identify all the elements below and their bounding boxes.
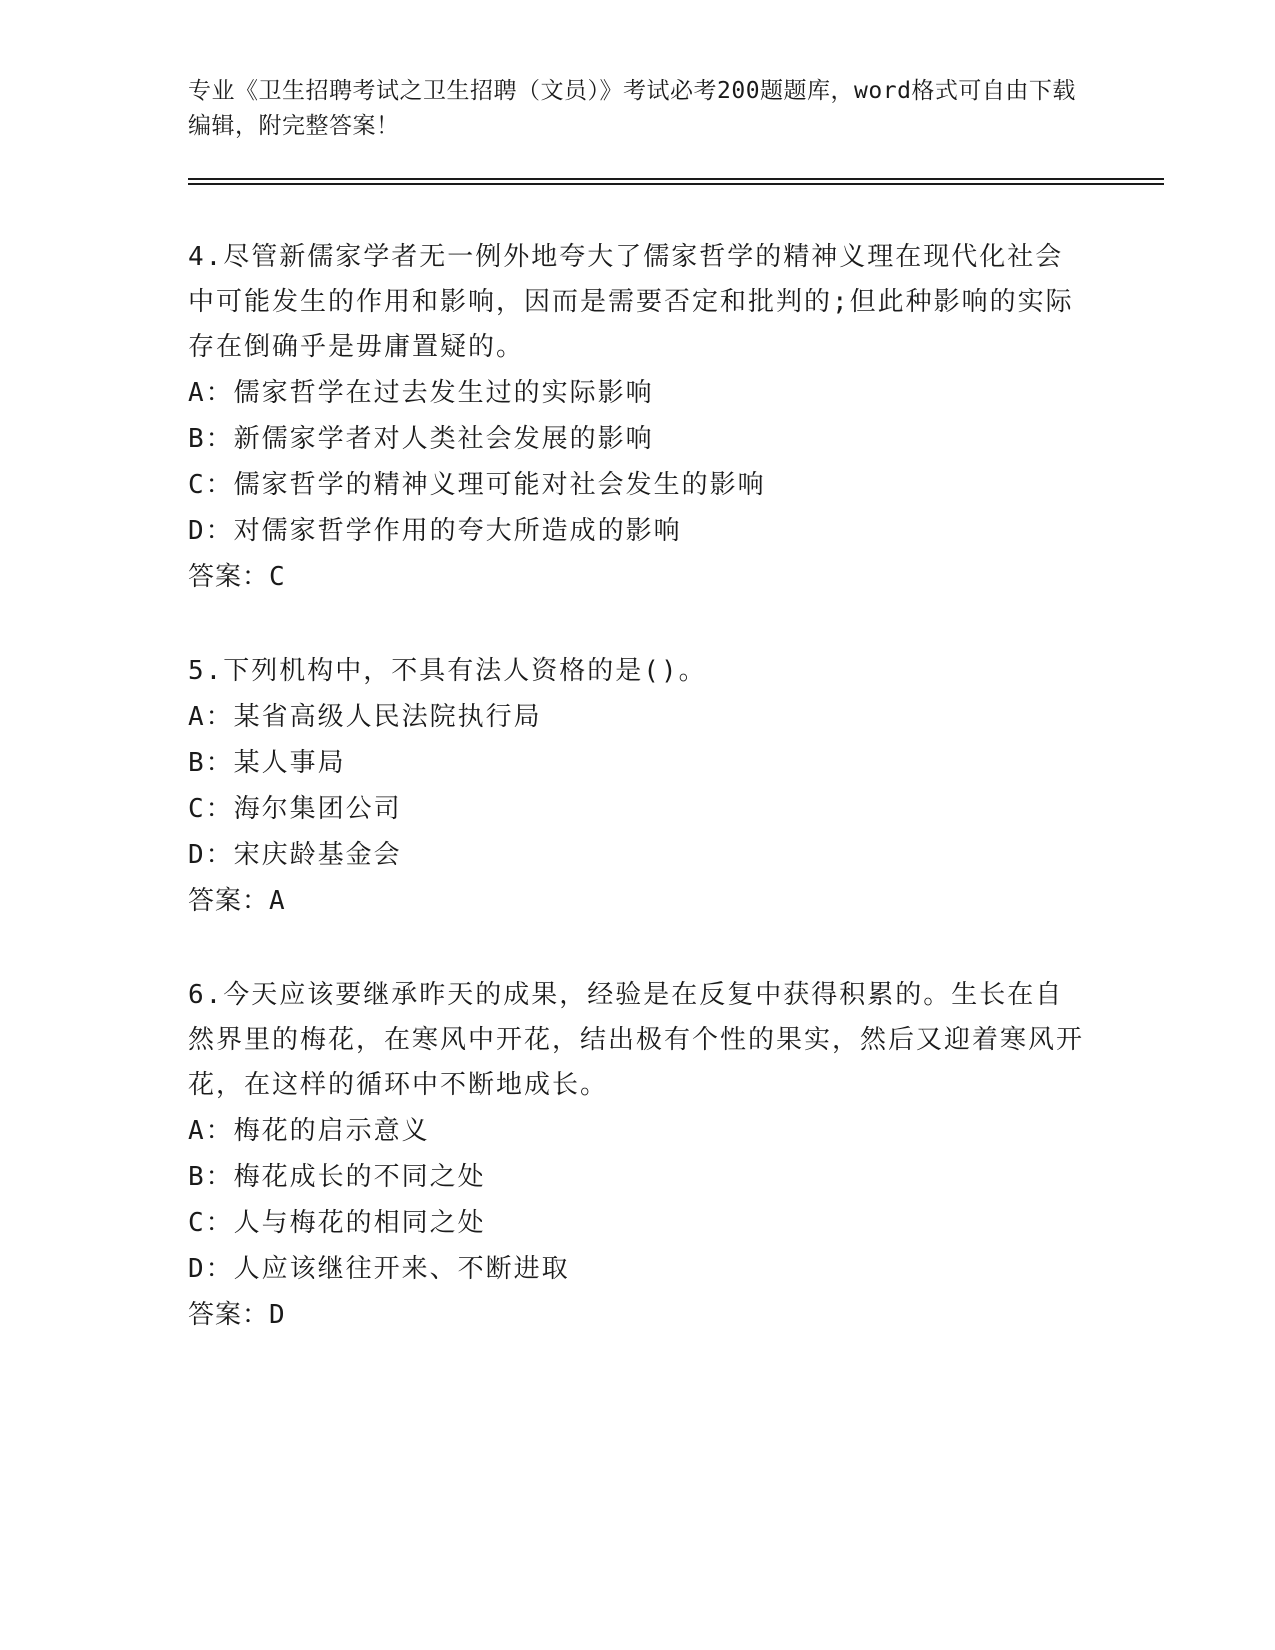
- answer-line: [188, 878, 1088, 924]
- option-d: D：对儒家哲学作用的夸大所造成的影响: [188, 516, 682, 546]
- document-header: 专业《卫生招聘考试之卫生招聘（文员）》考试必考200题题库，word格式可自由下载编辑，附完整答案！: [188, 78, 1076, 139]
- answer-label: 答案：: [188, 1300, 270, 1330]
- option-b: B：某人事局: [188, 748, 346, 778]
- question-stem: 6.今天应该要继承昨天的成果，经验是在反复中获得积累的。生长在自然界里的梅花，在寒风中开花，结出极有个性的果实，然后又迎着寒风开花，在这样的循环中不断地成长。: [188, 980, 1085, 1100]
- question-4: [188, 235, 1088, 600]
- header-divider-bottom: [188, 183, 1164, 185]
- header-divider-top: [188, 178, 1164, 180]
- answer-line: [188, 1292, 1088, 1338]
- answer-label: 答案：: [188, 562, 270, 592]
- answer-line: [188, 554, 1088, 600]
- question-stem: 4.尽管新儒家学者无一例外地夸大了儒家哲学的精神义理在现代化社会中可能发生的作用和影响，因而是需要否定和批判的;但此种影响的实际存在倒确乎是毋庸置疑的。: [188, 242, 1074, 362]
- option-b: B：新儒家学者对人类社会发展的影响: [188, 424, 654, 454]
- option-c: C：人与梅花的相同之处: [188, 1208, 486, 1238]
- option-a: A：儒家哲学在过去发生过的实际影响: [188, 378, 654, 408]
- option-b: B：梅花成长的不同之处: [188, 1162, 486, 1192]
- option-d: D：宋庆龄基金会: [188, 840, 402, 870]
- answer-label: 答案：: [188, 886, 270, 916]
- option-d: D：人应该继往开来、不断进取: [188, 1254, 570, 1284]
- answer-value: A: [269, 886, 286, 916]
- option-c: C：儒家哲学的精神义理可能对社会发生的影响: [188, 470, 766, 500]
- answer-value: D: [269, 1300, 286, 1330]
- question-stem: 5.下列机构中，不具有法人资格的是()。: [188, 656, 707, 686]
- option-a: A：某省高级人民法院执行局: [188, 702, 542, 732]
- option-a: A：梅花的启示意义: [188, 1116, 430, 1146]
- question-6: [188, 973, 1088, 1338]
- answer-value: C: [269, 562, 286, 592]
- question-5: [188, 649, 1088, 924]
- option-c: C：海尔集团公司: [188, 794, 402, 824]
